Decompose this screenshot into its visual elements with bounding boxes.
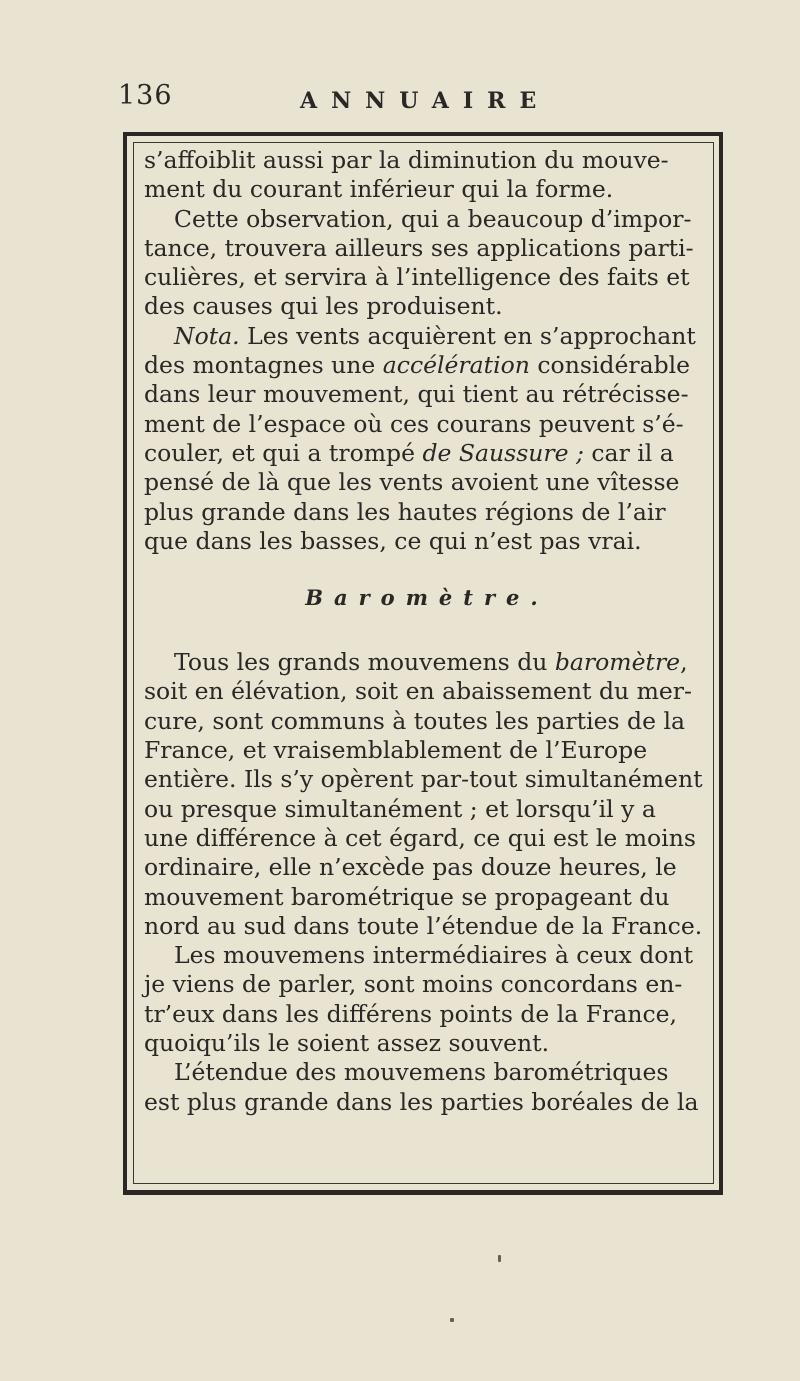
paper-speck — [450, 1318, 454, 1322]
nota-label: Nota. — [174, 321, 240, 350]
text-line: est plus grande dans les parties boréales de la — [144, 1087, 699, 1116]
text-line: mouvement barométrique se propageant du — [144, 882, 670, 911]
italic-term: accélération — [382, 351, 530, 380]
text-line: culières, et servira à l’intelligence des faits et — [144, 263, 690, 292]
text-segment: des montagnes une — [144, 351, 383, 380]
paper-speck — [498, 1255, 501, 1262]
text-line: des causes qui les produisent. — [144, 292, 503, 321]
text-line — [144, 648, 710, 677]
text-line: entière. Ils s’y opèrent par-tout simultanément — [144, 765, 703, 794]
text-line: ordinaire, elle n’excède pas douze heures, le — [144, 853, 677, 882]
text-line: quoiqu’ils le soient assez souvent. — [144, 1029, 550, 1058]
text-segment: Tous les grands mouvemens du — [174, 648, 555, 677]
text-segment: , — [680, 648, 688, 677]
text-segment: couler, et qui a trompé — [144, 438, 423, 467]
text-line: s’affoiblit aussi par la diminution du mouve- — [144, 146, 669, 174]
text-line: soit en élévation, soit en abaissement du mer- — [144, 677, 692, 706]
text-line: tance, trouvera ailleurs ses applications parti- — [144, 233, 694, 262]
text-line: tr’eux dans les différens points de la France, — [144, 999, 678, 1028]
text-line: une différence à cet égard, ce qui est le moins — [144, 823, 696, 852]
page-number: 136 — [118, 80, 173, 111]
text-line: France, et vraisemblablement de l’Europe — [144, 736, 648, 765]
running-head: ANNUAIRE — [300, 88, 551, 114]
text-line: que dans les basses, ce qui n’est pas vrai. — [144, 526, 642, 555]
text-line: Cette observation, qui a beaucoup d’impor- — [174, 204, 692, 233]
text-line: ment de l’espace où ces courans peuvent s’é- — [144, 409, 684, 438]
text-line: plus grande dans les hautes régions de l’air — [144, 497, 666, 526]
section-heading: Baromètre. — [305, 585, 549, 611]
text-line: L’étendue des mouvemens barométriques — [174, 1058, 669, 1087]
text-line: ou presque simultanément ; et lorsqu’il y a — [144, 794, 656, 823]
text-line: nord au sud dans toute l’étendue de la France. — [144, 911, 703, 940]
text-line: ment du courant inférieur qui la forme. — [144, 175, 614, 204]
text-line — [144, 439, 710, 468]
italic-term: baromètre — [554, 648, 681, 677]
text-line: Les mouvemens intermédiaires à ceux dont — [174, 941, 694, 970]
text-segment: car il a — [583, 438, 674, 467]
italic-name: de Saussure ; — [422, 438, 584, 467]
nota-text: Les vents acquièrent en s’approchant — [239, 321, 696, 350]
text-segment: considérable — [529, 351, 691, 380]
text-line: dans leur mouvement, qui tient au rétrécisse- — [144, 380, 689, 409]
text-line: cure, sont communs à toutes les parties de la — [144, 706, 685, 735]
text-line: je viens de parler, sont moins concordans en- — [144, 970, 683, 999]
text-line: pensé de là que les vents avoient une vîtesse — [144, 468, 680, 497]
text-block — [144, 146, 710, 1117]
text-line — [144, 351, 710, 380]
nota-line — [144, 322, 710, 351]
